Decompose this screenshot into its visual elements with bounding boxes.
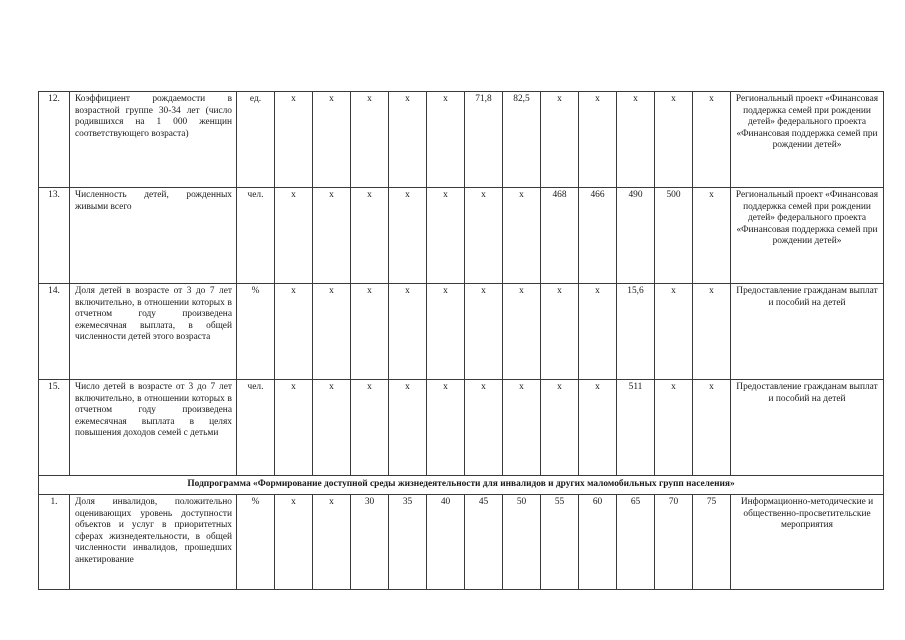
value-cell: 490 — [617, 188, 655, 284]
value-cell: х — [579, 92, 617, 188]
unit-cell: чел. — [237, 380, 275, 476]
value-cell: 466 — [579, 188, 617, 284]
value-cell: х — [693, 380, 731, 476]
value-cell: х — [693, 188, 731, 284]
value-cell: х — [389, 188, 427, 284]
source-cell: Предоставление гражданам выплат и пособий на детей — [731, 284, 884, 380]
table-row — [39, 380, 884, 476]
indicator-name: Коэффициент рождаемости в возрастной группе 30-34 лет (число родившихся на 1 000 женщин соответствующего возраста) — [70, 92, 237, 188]
value-cell: х — [313, 284, 351, 380]
value-cell: х — [541, 284, 579, 380]
value-cell: х — [465, 188, 503, 284]
value-cell: х — [465, 284, 503, 380]
indicator-name: Численность детей, рожденных живыми всего — [70, 188, 237, 284]
value-cell: 70 — [655, 495, 693, 590]
value-cell: х — [693, 284, 731, 380]
value-cell: х — [541, 380, 579, 476]
indicators-table — [38, 91, 884, 590]
unit-cell: % — [237, 495, 275, 590]
value-cell: 65 — [617, 495, 655, 590]
value-cell: х — [503, 188, 541, 284]
value-cell: х — [275, 284, 313, 380]
source-cell: Региональный проект «Финансовая поддержка семей при рождении детей» федерального проекта «Финансовая поддержка семей при рождении детей» — [731, 188, 884, 284]
row-number: 1. — [39, 495, 70, 590]
table-row — [39, 284, 884, 380]
row-number: 14. — [39, 284, 70, 380]
value-cell: х — [351, 284, 389, 380]
value-cell: 45 — [465, 495, 503, 590]
value-cell: х — [351, 188, 389, 284]
value-cell: х — [655, 380, 693, 476]
value-cell: х — [351, 92, 389, 188]
value-cell: 468 — [541, 188, 579, 284]
value-cell: х — [465, 380, 503, 476]
value-cell: 40 — [427, 495, 465, 590]
value-cell: х — [503, 284, 541, 380]
source-cell: Предоставление гражданам выплат и пособий на детей — [731, 380, 884, 476]
value-cell: х — [579, 284, 617, 380]
value-cell: 82,5 — [503, 92, 541, 188]
value-cell: х — [313, 188, 351, 284]
value-cell: х — [655, 92, 693, 188]
value-cell: х — [313, 495, 351, 590]
value-cell: х — [503, 380, 541, 476]
value-cell: 75 — [693, 495, 731, 590]
value-cell: 60 — [579, 495, 617, 590]
value-cell: х — [351, 380, 389, 476]
row-number: 13. — [39, 188, 70, 284]
value-cell: х — [579, 380, 617, 476]
subprogram-row — [39, 476, 884, 495]
value-cell: х — [655, 284, 693, 380]
indicator-name: Число детей в возрасте от 3 до 7 лет включительно, в отношении которых в отчетном году произведена ежемесячная выплата в целях повышения доходов семей с детьми — [70, 380, 237, 476]
value-cell: х — [275, 495, 313, 590]
subprogram-title: Подпрограмма «Формирование доступной среды жизнедеятельности для инвалидов и других маломобильных групп населения» — [39, 476, 884, 495]
table-row — [39, 92, 884, 188]
value-cell: х — [427, 284, 465, 380]
indicator-name: Доля детей в возрасте от 3 до 7 лет включительно, в отношении которых в отчетном году произведена ежемесячная выплата, в общей численности детей этого возраста — [70, 284, 237, 380]
row-number: 12. — [39, 92, 70, 188]
value-cell: х — [541, 92, 579, 188]
unit-cell: ед. — [237, 92, 275, 188]
value-cell: 511 — [617, 380, 655, 476]
value-cell: х — [275, 380, 313, 476]
indicator-name: Доля инвалидов, положительно оценивающих уровень доступности объектов и услуг в приоритетных сферах жизнедеятельности, в общей численности инвалидов, прошедших анкетирование — [70, 495, 237, 590]
value-cell: х — [427, 92, 465, 188]
unit-cell: чел. — [237, 188, 275, 284]
value-cell: х — [693, 92, 731, 188]
value-cell: 35 — [389, 495, 427, 590]
value-cell: 50 — [503, 495, 541, 590]
table-row — [39, 495, 884, 590]
value-cell: 71,8 — [465, 92, 503, 188]
value-cell: 30 — [351, 495, 389, 590]
value-cell: х — [275, 92, 313, 188]
value-cell: х — [313, 92, 351, 188]
value-cell: х — [427, 380, 465, 476]
row-number: 15. — [39, 380, 70, 476]
source-cell: Региональный проект «Финансовая поддержка семей при рождении детей» федерального проекта «Финансовая поддержка семей при рождении детей» — [731, 92, 884, 188]
value-cell: 15,6 — [617, 284, 655, 380]
value-cell: х — [275, 188, 313, 284]
table-row — [39, 188, 884, 284]
value-cell: х — [389, 284, 427, 380]
value-cell: 55 — [541, 495, 579, 590]
value-cell: х — [313, 380, 351, 476]
value-cell: 500 — [655, 188, 693, 284]
value-cell: х — [427, 188, 465, 284]
source-cell: Информационно-методические и общественно-просветительские мероприятия — [731, 495, 884, 590]
unit-cell: % — [237, 284, 275, 380]
value-cell: х — [389, 380, 427, 476]
value-cell: х — [389, 92, 427, 188]
value-cell: х — [617, 92, 655, 188]
